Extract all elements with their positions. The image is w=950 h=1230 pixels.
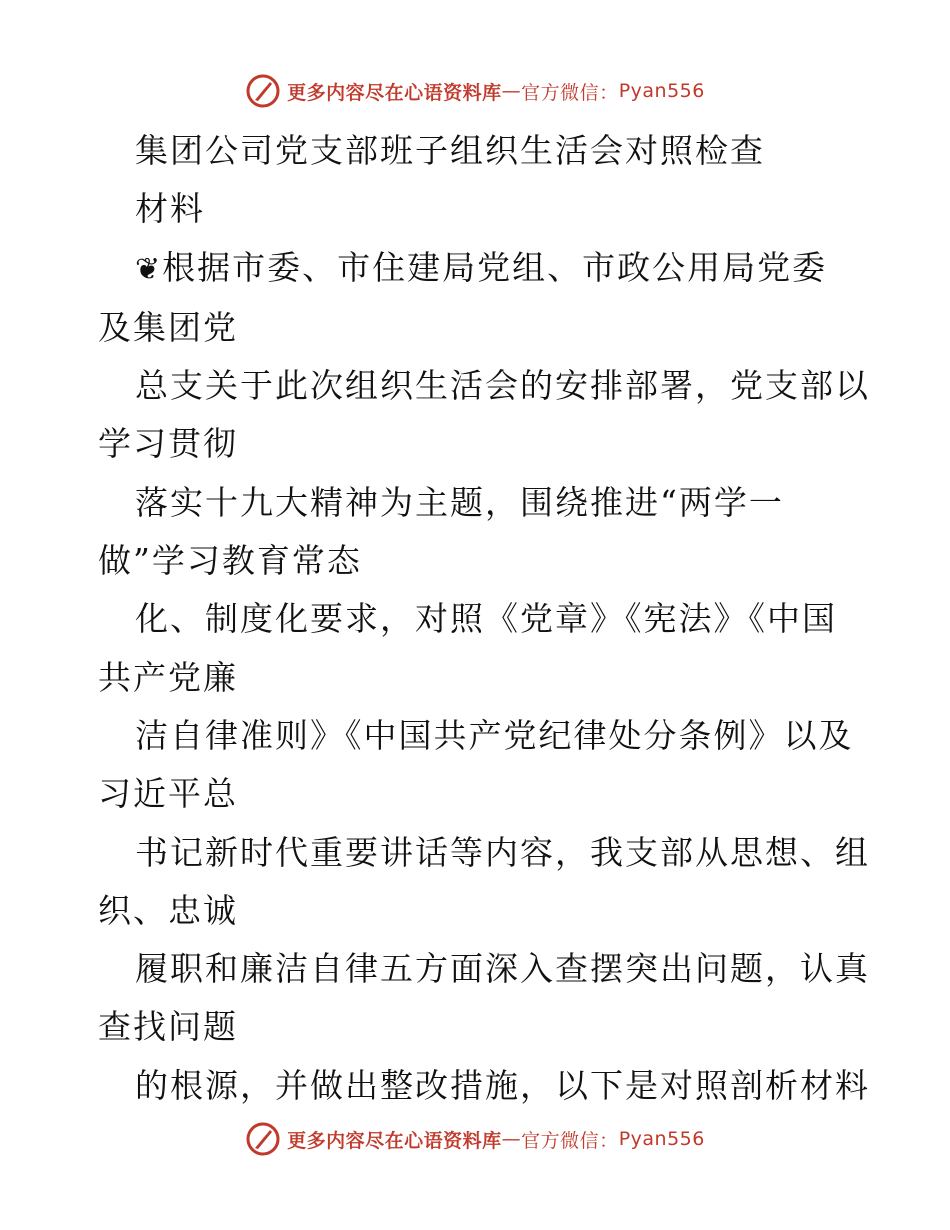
footer-banner: [0, 1119, 950, 1159]
flourish-ornament-icon: ❦: [135, 251, 163, 287]
paragraph-line: 落实十九大精神为主题，围绕推进“两学一: [135, 482, 784, 522]
paragraph-line: 做”学习教育常态: [98, 541, 362, 581]
banner-wechat-id: Pyan556: [618, 80, 705, 102]
paragraph-line: 洁自律准则》《中国共产党纪律处分条例》以及: [135, 715, 854, 755]
document-body: [98, 122, 868, 1115]
paragraph-line: 织、忠诚: [98, 890, 238, 930]
banner-dash: —: [501, 1128, 522, 1150]
quill-pen-logo-icon: [245, 73, 281, 109]
paragraph-line: 习近平总: [98, 774, 238, 814]
paragraph-line: 及集团党: [98, 307, 238, 347]
paragraph-line: 查找问题: [98, 1007, 238, 1047]
paragraph-line: 共产党廉: [98, 657, 238, 697]
paragraph-line: [98, 239, 868, 299]
banner-brand: 更多内容尽在心语资料库: [287, 1129, 502, 1152]
banner-official-label: 官方微信：: [521, 81, 619, 104]
paragraph-line-text: 根据市委、市住建局党组、市政公用局党委: [162, 247, 828, 287]
banner-brand: 更多内容尽在心语资料库: [287, 81, 502, 104]
paragraph-line: 学习贯彻: [98, 424, 238, 464]
banner-official-label: 官方微信：: [521, 1129, 619, 1152]
title-line-2: 材料: [135, 189, 205, 229]
paragraph-line: 书记新时代重要讲话等内容，我支部从思想、组: [135, 832, 870, 872]
header-banner: [0, 71, 950, 111]
paragraph-line: 的根源，并做出整改措施，以下是对照剖析材料: [135, 1065, 870, 1105]
quill-pen-logo-icon: [245, 1121, 281, 1157]
paragraph-line: 总支关于此次组织生活会的安排部署，党支部以: [135, 366, 870, 406]
banner-dash: —: [501, 80, 522, 102]
title-line-1: 集团公司党支部班子组织生活会对照检查: [135, 131, 765, 170]
paragraph-line: 履职和廉洁自律五方面深入查摆突出问题，认真: [135, 949, 870, 989]
paragraph-line: 化、制度化要求，对照《党章》《宪法》《中国: [135, 599, 837, 639]
banner-wechat-id: Pyan556: [618, 1128, 705, 1150]
